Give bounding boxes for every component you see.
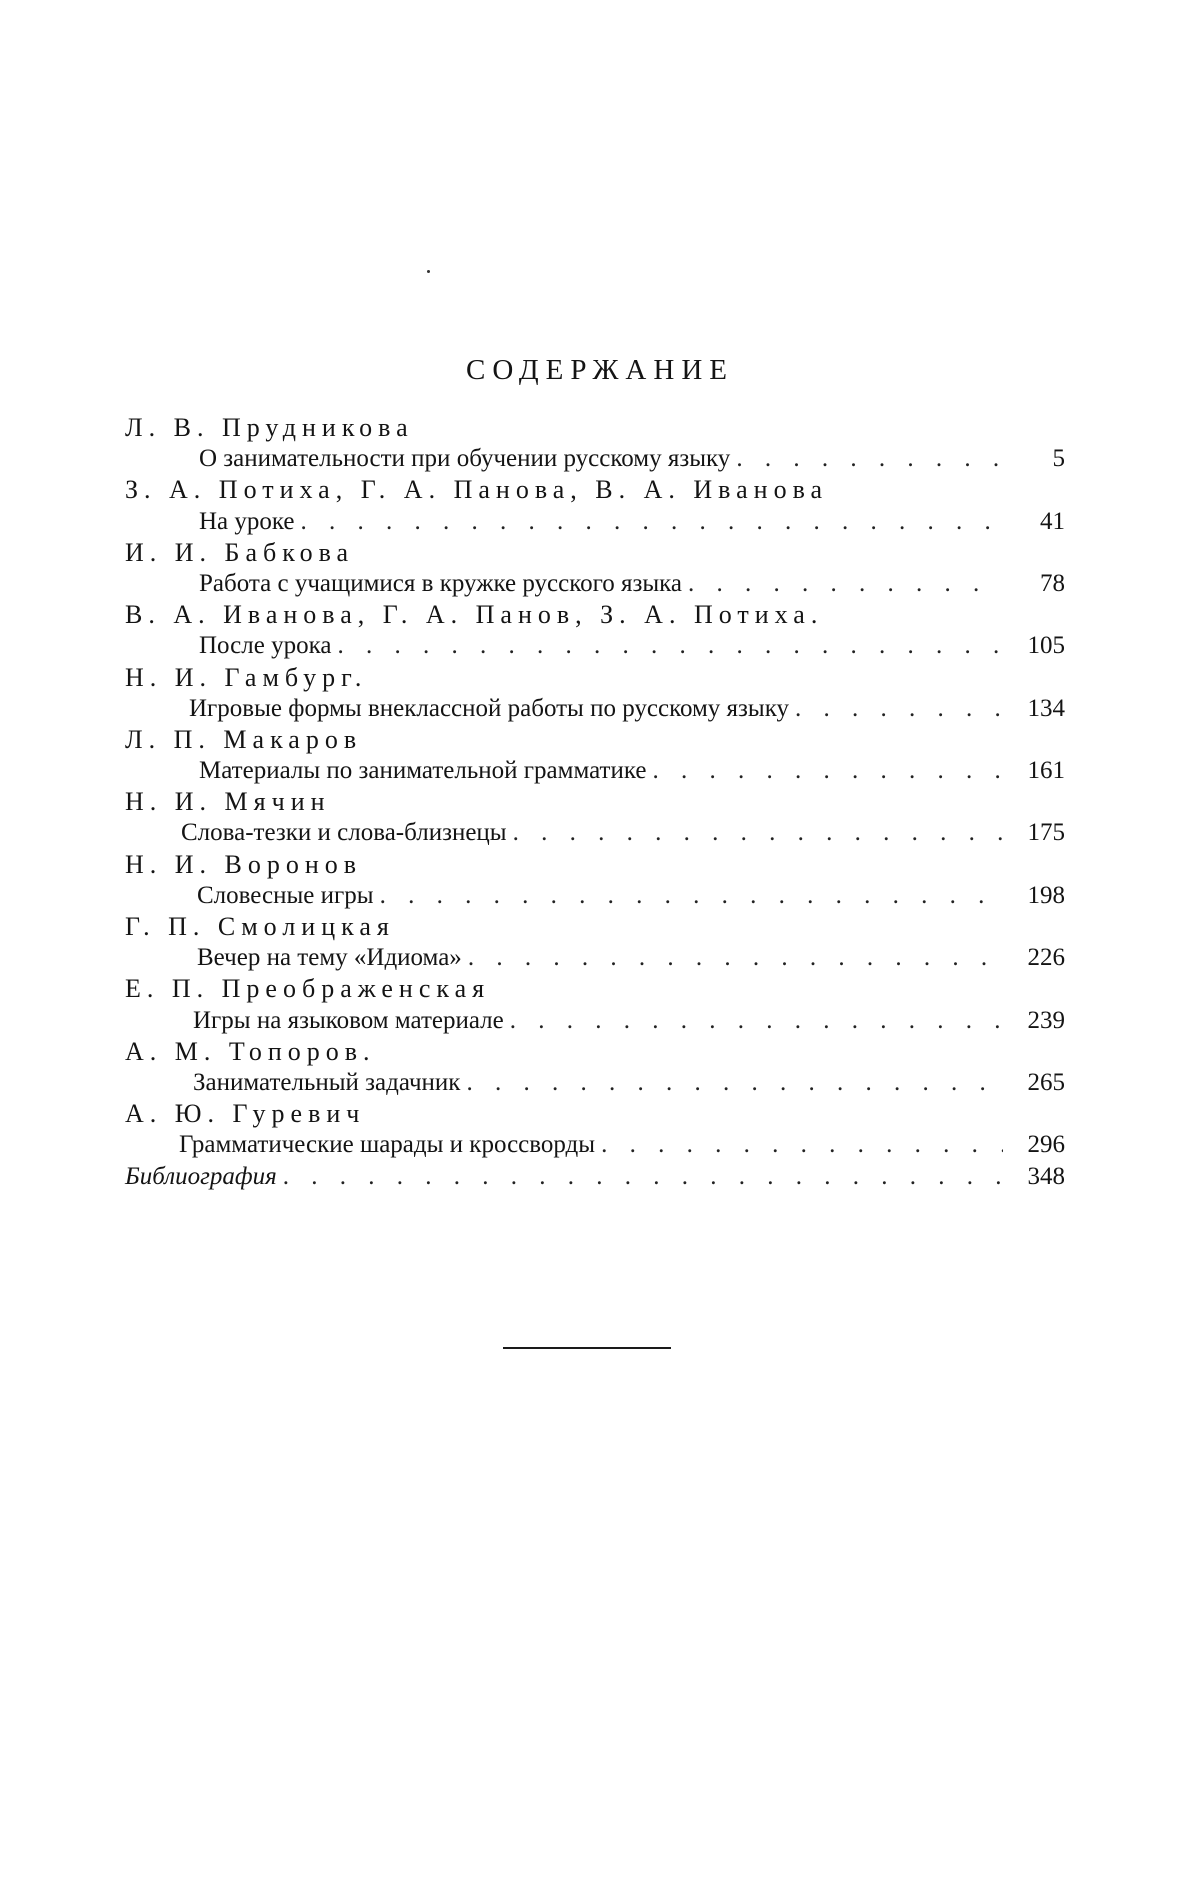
dot-leader: [337, 630, 1003, 661]
toc-entry: [125, 568, 1065, 599]
toc-entry-title: Занимательный задачник: [193, 1068, 461, 1096]
ink-speck: [427, 270, 430, 273]
toc-entry: [125, 443, 1065, 474]
dot-leader: [688, 568, 1003, 599]
toc-author: Л. П. Макаров: [125, 724, 363, 754]
toc-entry-title: Игровые формы внеклассной работы по русскому языку: [189, 694, 790, 722]
dot-leader: [301, 506, 1003, 537]
dot-leader: [468, 942, 1003, 973]
dot-leader: [466, 1067, 1003, 1098]
toc-entry: [125, 817, 1065, 848]
toc-page-number: 265: [1027, 1068, 1065, 1096]
bibliography-title: Библиография: [125, 1162, 277, 1190]
toc-page-number: 134: [1027, 694, 1065, 722]
toc-entry-title: Материалы по занимательной грамматике: [199, 757, 647, 785]
dot-leader: [283, 1161, 1003, 1192]
toc-entry: [125, 506, 1065, 537]
toc-entry: [125, 1005, 1065, 1036]
toc-entry-title: Грамматические шарады и кроссворды: [179, 1131, 596, 1159]
toc-entry-title: Слова-тезки и слова-близнецы: [181, 819, 507, 847]
toc-page-number: 239: [1027, 1006, 1065, 1034]
bibliography-page-number: 348: [1027, 1162, 1065, 1190]
toc-author: В. А. Иванова, Г. А. Панов, З. А. Потиха.: [125, 600, 824, 630]
toc-author: А. М. Топоров.: [125, 1036, 376, 1066]
table-of-contents: [125, 412, 1065, 1192]
dot-leader: [652, 755, 1003, 786]
toc-entry-title: На уроке: [199, 507, 295, 535]
toc-entry-title: Словесные игры: [197, 881, 374, 909]
dot-leader: [736, 443, 1003, 474]
toc-author: И. И. Бабкова: [125, 537, 355, 567]
toc-page-number: 5: [1052, 445, 1065, 473]
toc-page-number: 226: [1027, 944, 1065, 972]
toc-entry-title: Игры на языковом материале: [193, 1006, 504, 1034]
toc-author: З. А. Потиха, Г. А. Панова, В. А. Иванова: [125, 475, 829, 505]
toc-author: Е. П. Преображенская: [125, 974, 491, 1004]
toc-entry: [125, 1129, 1065, 1160]
toc-entry: [125, 1067, 1065, 1098]
toc-heading: СОДЕРЖАНИЕ: [466, 354, 734, 386]
toc-author: Г. П. Смолицкая: [125, 912, 395, 941]
toc-entry: [125, 880, 1065, 911]
toc-page-number: 105: [1027, 632, 1065, 660]
toc-entry: [125, 942, 1065, 973]
toc-entry: [125, 630, 1065, 661]
toc-entry-title: Работа с учащимися в кружке русского языка: [199, 569, 682, 597]
end-rule: [503, 1347, 671, 1349]
dot-leader: [601, 1129, 1003, 1160]
toc-author: Н. И. Мячин: [125, 787, 331, 817]
toc-page-number: 161: [1027, 757, 1065, 785]
toc-author: А. Ю. Гуревич: [125, 1099, 366, 1129]
toc-page-number: 78: [1040, 569, 1065, 597]
dot-leader: [380, 880, 1003, 911]
toc-entry-title: О занимательности при обучении русскому языку: [199, 445, 731, 473]
toc-page-number: 296: [1027, 1131, 1065, 1159]
toc-entry: [125, 693, 1065, 724]
toc-page-number: 175: [1027, 819, 1065, 847]
toc-author: Н. И. Гамбург.: [125, 662, 368, 692]
dot-leader: [510, 1005, 1003, 1036]
toc-entry-title: После урока: [199, 632, 332, 660]
toc-page-number: 198: [1027, 881, 1065, 909]
toc-entry: [125, 755, 1065, 786]
toc-author: Л. В. Прудникова: [125, 413, 414, 442]
dot-leader: [795, 693, 1003, 724]
toc-bibliography: [125, 1161, 1065, 1192]
toc-entry-title: Вечер на тему «Идиома»: [197, 944, 462, 972]
dot-leader: [513, 817, 1003, 848]
toc-author: Н. И. Воронов: [125, 849, 363, 879]
toc-page-number: 41: [1040, 507, 1065, 535]
